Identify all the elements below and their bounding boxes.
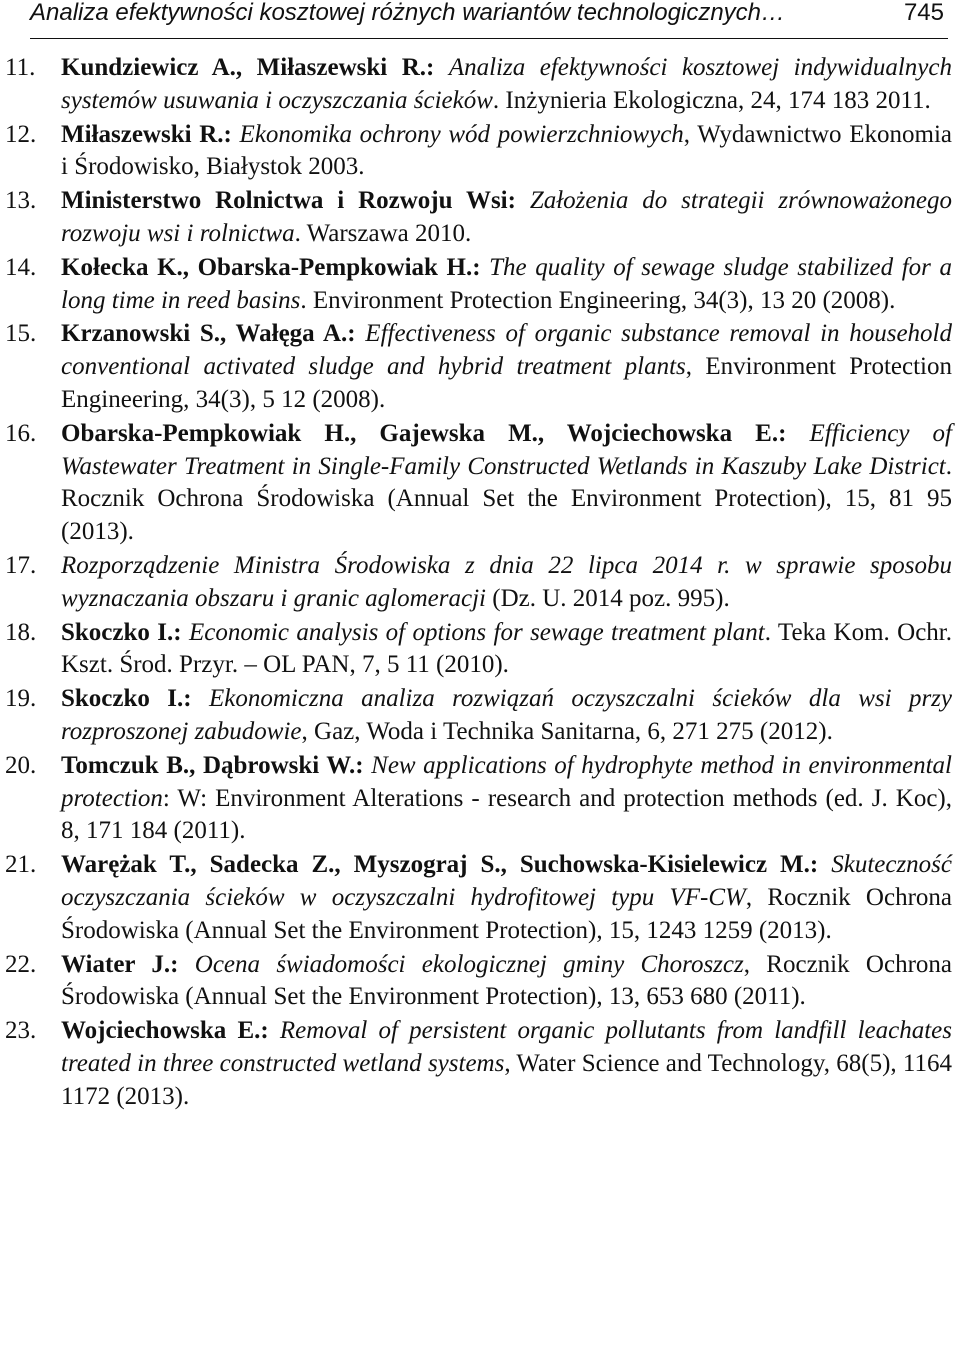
reference-number: 20. [5,751,37,779]
reference-title: Ekonomika ochrony wód powierzchniowych [239,120,684,148]
reference-number: 23. [5,1017,37,1045]
reference-source: : W: Environment Alterations - research and protection methods (ed. J. Koc), 8, 171 184 (2011). [61,784,952,845]
reference-separator: : [183,685,209,713]
reference-source: . Teka Kom. Ochr. Kszt. Środ. Przyr. – OL PAN, 7, 5 11 (2010). [61,618,953,679]
reference-authors: Miłaszewski R. [61,120,224,148]
reference-number: 18. [5,618,37,646]
reference-item [0,1015,952,1113]
reference-source: , Rocznik Ochrona Środowiska (Annual Set the Environment Protection), 15, 1243 1259 (2013). [61,883,952,944]
reference-source: . Environment Protection Engineering, 34(3), 13 20 (2008). [300,286,896,314]
reference-authors: Krzanowski S., Wałęga A. [61,320,348,348]
reference-number: 11. [5,54,36,81]
reference-number: 13. [5,187,37,215]
reference-number: 14. [5,253,37,281]
reference-number: 16. [5,419,37,447]
reference-separator: : [426,54,449,81]
reference-title: Effectiveness of organic substance removal in household conventional activated sludge and hybrid treatment plants [61,320,953,381]
reference-number: 12. [5,120,37,148]
reference-authors: Tomczuk B., Dąbrowski W. [61,751,356,779]
reference-item [0,849,952,947]
reference-title: Removal of persistent organic pollutants from landfill leachates treated in three constructed wetland systems [61,1017,952,1077]
reference-separator: : [170,950,195,978]
page-number: 745 [903,0,944,26]
reference-number: 15. [5,320,37,348]
reference-separator: : [507,187,530,215]
reference-source: . Warszawa 2010. [294,219,472,247]
reference-list [0,52,952,1115]
reference-source: , Water Science and Technology, 68(5), 1164 1172 (2013). [61,1049,953,1110]
reference-authors: Wiater J. [61,950,171,978]
reference-title: New applications of hydrophyte method in environmental protection [61,751,952,812]
reference-separator: : [223,120,240,148]
reference-item [0,683,952,749]
reference-separator: : [472,253,490,281]
reference-item [0,750,952,848]
reference-item [0,185,952,251]
running-header [30,0,948,39]
reference-source: , Gaz, Woda i Technika Sanitarna, 6, 271 275 (2012). [301,717,833,745]
reference-title: Ocena świadomości ekologicznej gminy Choroszcz [194,950,744,978]
reference-source: . Inżynieria Ekologiczna, 24, 174 183 2011. [492,86,931,114]
reference-authors: Kundziewicz A., Miłaszewski R. [61,54,427,81]
reference-item [0,949,952,1015]
reference-item [0,418,952,549]
reference-item [0,252,952,318]
reference-title: Economic analysis of options for sewage treatment plant [189,618,765,646]
reference-separator: : [809,851,832,879]
reference-separator: : [260,1017,280,1045]
reference-title: Rozporządzenie Ministra Środowiska z dnia 22 lipca 2014 r. w sprawie sposobu wyznaczania obszaru i granic aglomeracji [61,551,952,612]
reference-authors: Wojciechowska E. [61,1017,261,1045]
reference-title: Założenia do strategii zrównoważonego rozwoju wsi i rolnictwa [61,187,952,247]
reference-item [0,52,952,118]
reference-authors: Warężak T., Sadecka Z., Myszograj S., Suchowska-Kisielewicz M. [61,851,810,879]
reference-item [0,550,952,616]
reference-authors: Ministerstwo Rolnictwa i Rozwoju Wsi [61,187,508,215]
reference-source: , Rocznik Ochrona Środowiska (Annual Set the Environment Protection), 13, 653 680 (2011). [61,950,953,1011]
running-header-title: Analiza efektywności kosztowej różnych wariantów technologicznych… [30,0,786,26]
reference-item [0,119,952,185]
reference-separator: : [173,618,189,646]
reference-authors: Skoczko I. [61,685,184,713]
reference-authors: Obarska-Pempkowiak H., Gajewska M., Wojciechowska E. [61,419,779,447]
reference-authors: Kołecka K., Obarska-Pempkowiak H. [61,253,473,281]
reference-source: (Dz. U. 2014 poz. 995). [486,584,730,612]
reference-number: 19. [5,685,37,713]
reference-title: Efficiency of Wastewater Treatment in Single-Family Constructed Wetlands in Kaszuby Lake District [61,419,953,480]
reference-number: 17. [5,551,37,579]
reference-title: Analiza efektywności kosztowej indywidualnych systemów usuwania i oczyszczania ścieków [61,54,952,114]
reference-separator: : [355,751,372,779]
reference-separator: : [778,419,810,447]
reference-source: , Wydawnictwo Ekonomia i Środowisko, Białystok 2003. [61,120,952,181]
reference-authors: Skoczko I. [61,618,174,646]
reference-title: Ekonomiczna analiza rozwiązań oczyszczalni ścieków dla wsi przy rozproszonej zabudowie [61,685,952,745]
reference-source: , Environment Protection Engineering, 34(3), 5 12 (2008). [61,353,952,413]
reference-number: 22. [5,950,37,978]
reference-title: Skuteczność oczyszczania ścieków w oczyszczalni hydrofitowej typu VF-CW [61,851,953,911]
reference-item [0,617,952,683]
reference-separator: : [347,320,366,348]
reference-item [0,318,952,416]
reference-title: The quality of sewage sludge stabilized for a long time in reed basins [61,253,953,314]
reference-source: . Rocznik Ochrona Środowiska (Annual Set the Environment Protection), 15, 81 95 (2013). [61,452,952,546]
reference-number: 21. [5,851,37,879]
